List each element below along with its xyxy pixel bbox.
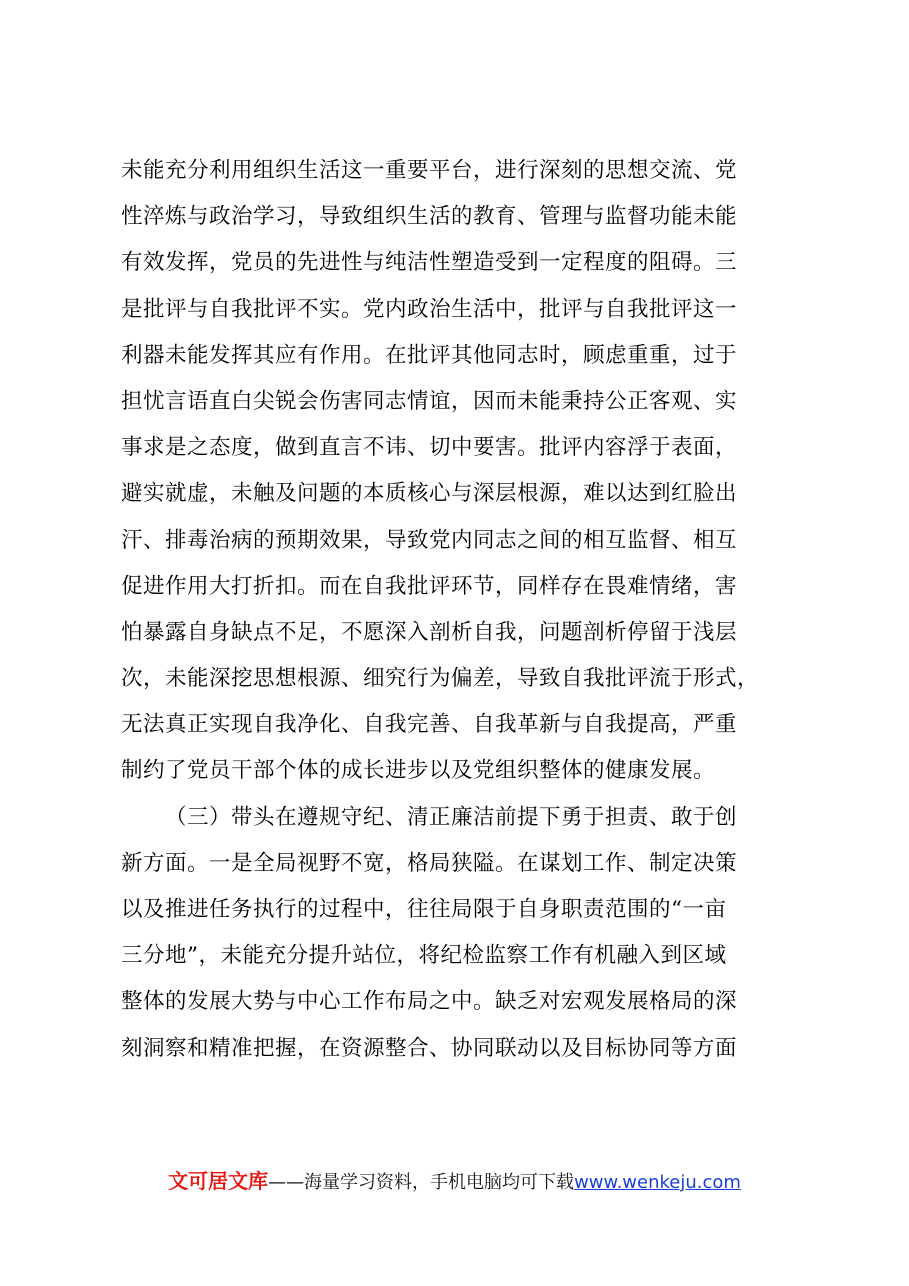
text-line: 整体的发展大势与中心工作布局之中。缺乏对宏观发展格局的深	[121, 989, 738, 1015]
text-line: 怕暴露自身缺点不足，不愿深入剖析自我，问题剖析停留于浅层	[121, 619, 738, 645]
text-line: 事求是之态度，做到直言不讳、切中要害。批评内容浮于表面，	[121, 435, 738, 461]
text-line: 无法真正实现自我净化、自我完善、自我革新与自我提高，严重	[121, 712, 738, 738]
brand-name: 文可居文库	[168, 1169, 269, 1193]
text-line: 三分地”，未能充分提升站位，将纪检监察工作有机融入到区域	[121, 943, 727, 969]
text-line: 是批评与自我批评不实。党内政治生活中，批评与自我批评这一	[121, 296, 738, 322]
text-line: 促进作用大打折扣。而在自我批评环节，同样存在畏难情绪，害	[121, 573, 738, 599]
text-line: 刻洞察和精准把握，在资源整合、协同联动以及目标协同等方面	[121, 1035, 738, 1061]
document-body	[121, 148, 791, 1072]
text-line: 制约了党员干部个体的成长进步以及党组织整体的健康发展。	[121, 758, 716, 784]
text-line: 未能充分利用组织生活这一重要平台，进行深刻的思想交流、党	[121, 158, 738, 183]
text-line: 以及推进任务执行的过程中，往往局限于自身职责范围的“一亩	[121, 897, 727, 922]
footer-banner	[0, 1166, 909, 1198]
text-line: 次，未能深挖思想根源、细究行为偏差，导致自我批评流于形式，	[121, 666, 760, 692]
text-line: 有效发挥，党员的先进性与纯洁性塑造受到一定程度的阻碍。三	[121, 250, 738, 276]
text-line: 担忧言语直白尖锐会伤害同志情谊，因而未能秉持公正客观、实	[121, 388, 738, 414]
text-line: 利器未能发挥其应有作用。在批评其他同志时，顾虑重重，过于	[121, 342, 738, 368]
footer-slogan: ——海量学习资料，手机电脑均可下载	[268, 1172, 575, 1193]
text-line: 避实就虚，未触及问题的本质核心与深层根源，难以达到红脸出	[121, 481, 738, 507]
website-link[interactable]: www.wenkeju.com	[574, 1172, 741, 1193]
text-line: 新方面。一是全局视野不宽，格局狭隘。在谋划工作、制定决策	[121, 850, 738, 876]
text-line: 汗、排毒治病的预期效果，导致党内同志之间的相互监督、相互	[121, 527, 738, 553]
section-heading-line: （三）带头在遵规守纪、清正廉洁前提下勇于担责、敢于创	[165, 804, 738, 830]
text-line: 性淬炼与政治学习，导致组织生活的教育、管理与监督功能未能	[121, 204, 738, 230]
